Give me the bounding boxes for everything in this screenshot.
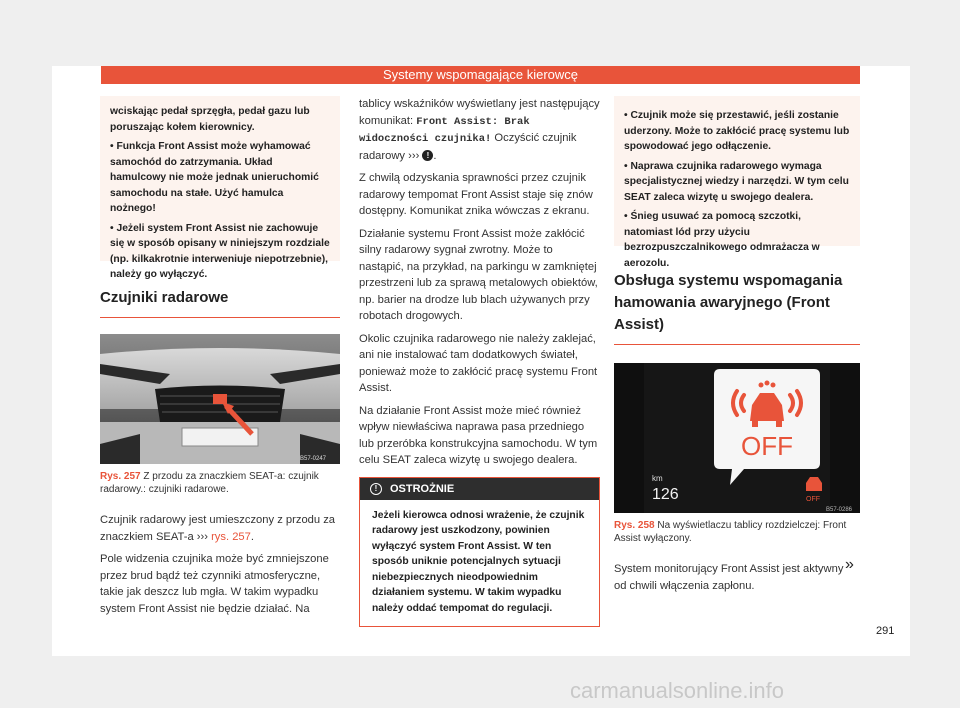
figure-code: B57-0286 bbox=[826, 507, 853, 513]
paragraph-field-of-view: Pole widzenia czujnika może być zmniejszone przez brud bądź też czynniki atmosferyczne, takie jak deszcz lub mgła. W takim wypadku system Front Assist nie będzie działać. Na bbox=[100, 553, 329, 615]
display-message: Front Assist: Brak widoczności czujnika! bbox=[359, 115, 530, 145]
caution-body: Jeżeli kierowca odnosi wrażenie, że czujnik radarowy jest uszkodzony, powinien wyłączyć system Front Assist. W ten sposób uniknie potencjalnych sytuacji niebezpiecznych nieodpowiednim działaniem systemu. W takim wypadku należy oddać tempomat do regulacji. bbox=[372, 509, 585, 614]
column-2 bbox=[359, 96, 600, 627]
paragraph-monitoring: System monitorujący Front Assist jest aktywny od chwili włączenia zapłonu. bbox=[614, 563, 844, 592]
section-heading-radar: Czujniki radarowe bbox=[100, 287, 340, 318]
figure-label: Rys. 257 bbox=[100, 471, 141, 482]
figure-caption-text: Z przodu za znaczkiem SEAT-a: czujnik radarowy.: czujniki radarowe. bbox=[100, 471, 319, 495]
figure-258-caption bbox=[614, 519, 860, 545]
text-run: Oczyścić czujnik radarowy ››› bbox=[359, 132, 577, 162]
notice-box-continued bbox=[100, 96, 340, 280]
notice-bullet: • Śnieg usuwać za pomocą szczotki, natomiast lód przy użyciu bezrozpuszczalnikowego odmrażacza w aerozolu. bbox=[624, 209, 850, 271]
cross-ref-arrow: ››› bbox=[196, 530, 208, 543]
watermark-text: carmanualsonline.info bbox=[570, 678, 785, 703]
caution-icon: ! bbox=[370, 483, 382, 495]
figure-code: B57-0247 bbox=[300, 456, 327, 462]
caution-box bbox=[359, 477, 600, 628]
figure-258-dashboard bbox=[614, 363, 860, 513]
continue-arrow: » bbox=[845, 556, 854, 573]
radar-sensor-highlight bbox=[213, 394, 227, 404]
caution-title: OSTROŻNIE bbox=[390, 482, 455, 495]
odometer-value: 126 bbox=[652, 486, 679, 503]
page-header: Systemy wspomagające kierowcę bbox=[101, 66, 860, 84]
paragraph-message: tablicy wskaźników wyświetlany jest następujący komunikat: Front Assist: Brak widoczności czujnika! Oczyścić czujnik radarowy ››› ! . bbox=[359, 98, 600, 162]
notice-bullet: • Jeżeli system Front Assist nie zachowuje się w sposób opisany w niniejszym rozdziale (np. kilkakrotnie interweniuje niepotrzebnie), należy go wyłączyć. bbox=[110, 221, 330, 283]
column-3 bbox=[614, 96, 860, 600]
text-run: tablicy wskaźników wyświetlany jest następujący komunikat: bbox=[359, 98, 600, 127]
notice-intro: wciskając pedał sprzęgła, pedał gazu lub poruszając kołem kierownicy. bbox=[110, 106, 310, 133]
warning-circle-icon bbox=[422, 150, 433, 161]
km-unit: km bbox=[652, 474, 663, 483]
paragraph-sensor-location bbox=[100, 512, 340, 545]
notice-box-sensor bbox=[614, 96, 860, 269]
notice-bullet: • Czujnik może się przestawić, jeśli zostanie uderzony. Może to zakłócić pracę systemu lub spowodować jego odłączenie. bbox=[624, 108, 850, 155]
section-heading-front-assist: Obsługa systemu wspomagania hamowania awaryjnego (Front Assist) bbox=[614, 270, 860, 345]
paragraph-recovery: Z chwilą odzyskania sprawności przez czujnik radarowy tempomat Front Assist staje się znów dostępny. Komunikat znika wówczas z ekranu. bbox=[359, 172, 593, 217]
notice-bullet: • Naprawa czujnika radarowego wymaga specjalistycznej wiedzy i narzędzi. W tym celu SEAT zaleca wizytę u swojego dealera. bbox=[624, 159, 850, 206]
caution-header bbox=[360, 478, 599, 500]
figure-257-car-front bbox=[100, 334, 340, 464]
dashboard-display-illustration bbox=[614, 363, 860, 513]
car-front-illustration bbox=[100, 334, 340, 464]
text-run: Czujnik radarowy jest umieszczony z przodu za znaczkiem SEAT-a bbox=[100, 514, 336, 543]
figure-257-caption bbox=[100, 470, 340, 496]
page-number: 291 bbox=[876, 625, 895, 637]
small-off-label: OFF bbox=[806, 496, 820, 503]
notice-bullet: • Funkcja Front Assist może wyhamować samochód do zatrzymania. Układ hamulcowy nie może jednak unieruchomić samochodu na stałe. Użyć hamulca nożnego! bbox=[110, 139, 330, 217]
figure-caption-text: Na wyświetlaczu tablicy rozdzielczej: Front Assist wyłączony. bbox=[614, 520, 847, 544]
figure-label: Rys. 258 bbox=[614, 520, 655, 531]
off-label: OFF bbox=[741, 431, 793, 461]
paragraph-interference: Działanie systemu Front Assist może zakłócić silny radarowy sygnał zwrotny. Może to nastąpić, na przykład, na parkingu w zamkniętej przestrzeni lub za sprawą metalowych obiektów, np. barier na drodze lub blach używanych przy robotach drogowych. bbox=[359, 227, 598, 322]
speech-bubble bbox=[714, 369, 820, 485]
icon-glyph: ! bbox=[426, 151, 430, 161]
figure-reference-link[interactable]: rys. 257 bbox=[211, 530, 251, 543]
paragraph-repair: Na działanie Front Assist może mieć również wpływ niewłaściwa naprawa pasa przedniego lub przeróbka konstrukcyjna samochodu. W tym celu SEAT zaleca wizytę u swojego dealera. bbox=[359, 404, 598, 466]
paragraph-no-taping: Okolic czujnika radarowego nie należy zaklejać, ani nie instalować tam dodatkowych świateł, ponieważ może to zakłócić pracę systemu Front Assist. bbox=[359, 332, 598, 394]
text-run: . bbox=[250, 530, 254, 543]
column-1 bbox=[100, 96, 340, 623]
